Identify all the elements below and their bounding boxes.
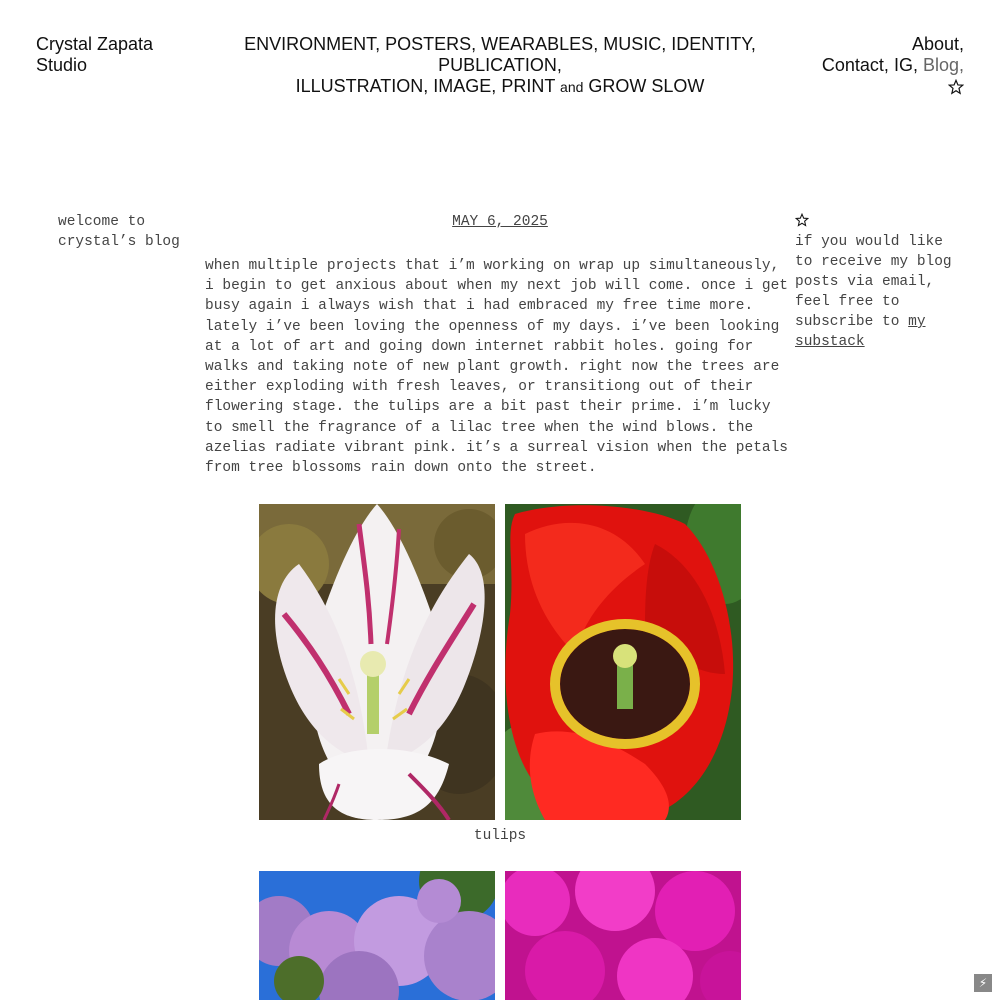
lightning-icon[interactable]: ⚡ [974,974,992,992]
category-environment[interactable]: ENVIRONMENT, [244,34,381,54]
post-body: when multiple projects that i’m working on wrap up simultaneously, i begin to get anxious about when my next job will come. once i get busy again i always wish that i had embraced my free time more. lately i’ve been loving the openness of my days. i’ve been looking at a lot of art and going down internet rabbit holes. going for walks and taking note of new plant growth. right now the trees are either exploding with fresh leaves, or transitiong out of their flowering stage. the tulips are a bit past their prime. i’m lucky to smell the fragrance of a lilac tree when the wind blows. the azelias radiate vibrant pink. it’s a surreal vision when the petals from tree blossoms rain down onto the street. [205,258,788,477]
azalea-photo [505,871,741,1000]
subscribe-panel [795,212,965,352]
category-illustration[interactable]: ILLUSTRATION, [295,76,429,96]
subscribe-text: if you would like to receive my blog posts via email, feel free to subscribe to [795,234,952,330]
nav-about[interactable]: About, [911,34,964,54]
site-nav [794,34,964,97]
category-wearables[interactable]: WEARABLES, [481,34,599,54]
welcome-text: welcome to crystal’s blog [58,214,180,250]
star-icon[interactable] [948,79,964,95]
category-posters[interactable]: POSTERS, [385,34,477,54]
substack-link[interactable]: my substack [795,314,926,350]
category-print[interactable]: PRINT [501,76,556,96]
category-music[interactable]: MUSIC, [603,34,667,54]
category-identity[interactable]: IDENTITY, [671,34,756,54]
post-date[interactable]: MAY 6, 2025 [452,214,548,230]
category-grow-slow[interactable]: GROW SLOW [588,76,705,96]
and-connector: and [560,79,584,95]
category-image[interactable]: IMAGE, [433,76,497,96]
category-publication[interactable]: PUBLICATION, [438,55,562,75]
photo-caption: tulips [473,828,527,844]
nav-ig[interactable]: IG, [893,55,918,75]
star-icon [795,213,809,227]
nav-contact[interactable]: Contact, [821,55,889,75]
white-tulip-photo [259,504,495,820]
studio-brand[interactable]: Crystal Zapata Studio [36,34,154,75]
category-nav [185,34,815,98]
red-tulip-photo [505,504,741,820]
nav-blog[interactable]: Blog, [922,55,964,75]
lilac-photo [259,871,495,1000]
